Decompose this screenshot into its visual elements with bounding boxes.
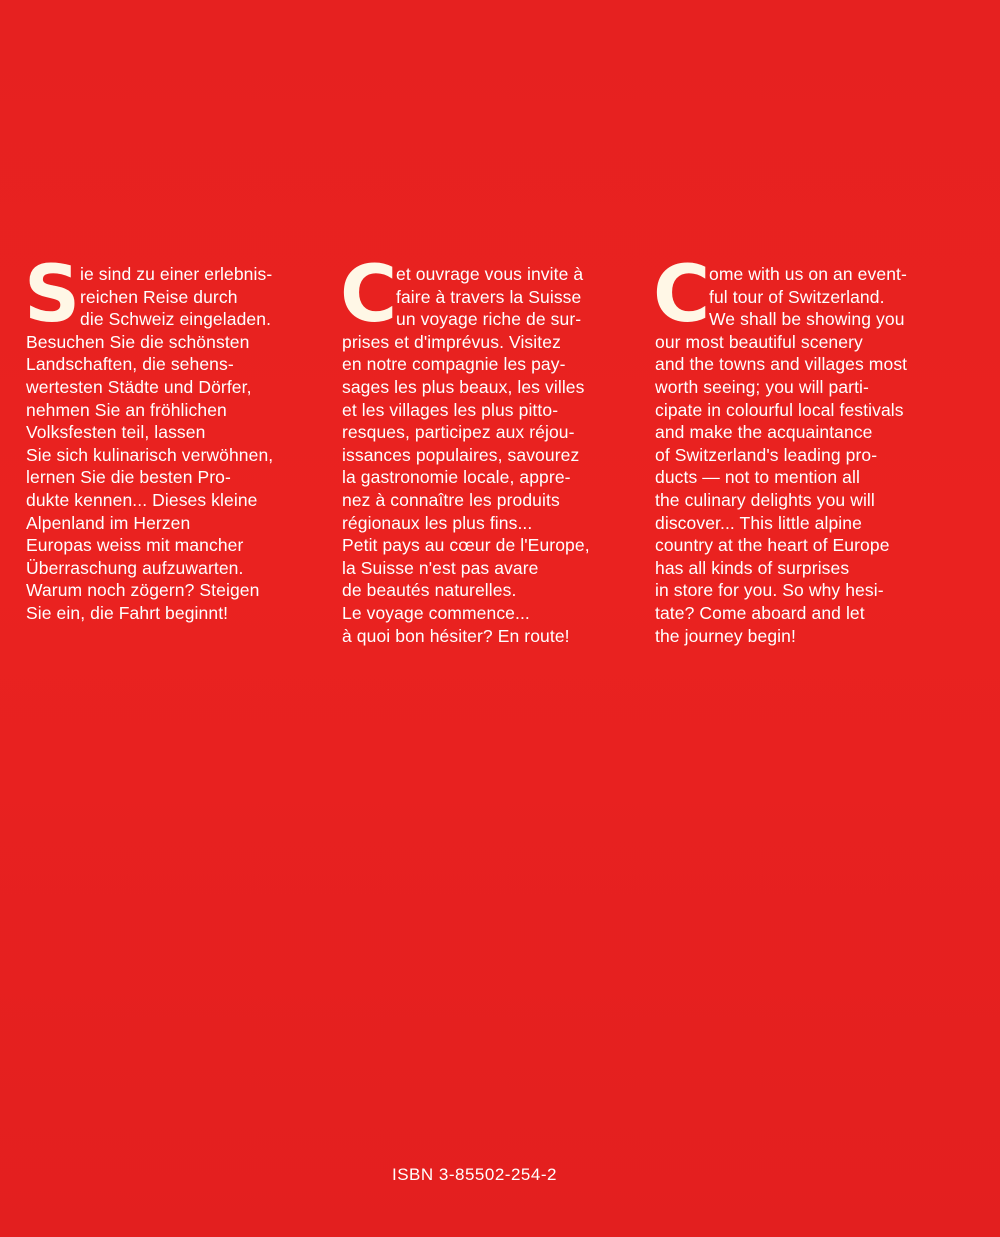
text-line: Alpenland im Herzen — [26, 512, 191, 533]
text-line: cipate in colourful local festivals — [655, 399, 904, 420]
text-line: ducts — not to mention all — [655, 467, 860, 488]
text-line: the culinary delights you will — [655, 489, 875, 510]
text-line: tate? Come aboard and let — [655, 602, 865, 623]
text-line: Sie sich kulinarisch verwöhnen, — [26, 444, 274, 465]
text-line: la gastronomie locale, appre- — [342, 467, 571, 488]
text-line: wertesten Städte und Dörfer, — [26, 376, 252, 397]
text-line: Landschaften, die sehens- — [26, 354, 234, 375]
text-line: resques, participez aux réjou- — [342, 422, 575, 443]
text-line: We shall be showing you — [709, 309, 905, 330]
text-line: à quoi bon hésiter? En route! — [342, 625, 570, 646]
dropcap-letter-c: C — [653, 250, 711, 340]
text-line: nez à connaître les produits — [342, 489, 560, 510]
text-line: et ouvrage vous invite à — [396, 264, 584, 284]
text-line: et les villages les plus pitto- — [342, 399, 559, 420]
text-line: reichen Reise durch — [80, 286, 238, 307]
dropcap-letter-s: S — [24, 250, 81, 340]
text-line: Sie ein, die Fahrt beginnt! — [26, 602, 229, 623]
text-line: our most beautiful scenery — [655, 331, 863, 352]
text-line: the journey begin! — [655, 625, 796, 646]
text-line: régionaux les plus fins... — [342, 512, 533, 533]
text-line: faire à travers la Suisse — [396, 286, 582, 307]
german-text-column — [24, 250, 326, 625]
text-line: of Switzerland's leading pro- — [655, 444, 878, 465]
text-line: dukte kennen... Dieses kleine — [26, 489, 258, 510]
text-line: nehmen Sie an fröhlichen — [26, 399, 227, 420]
text-line: and make the acquaintance — [655, 422, 873, 443]
text-line: sages les plus beaux, les villes — [342, 376, 585, 397]
isbn-number: ISBN 3-85502-254-2 — [392, 1165, 557, 1184]
text-line: de beautés naturelles. — [342, 580, 517, 601]
text-line: Volksfesten teil, lassen — [26, 422, 206, 443]
text-line: issances populaires, savourez — [342, 444, 580, 465]
text-line: discover... This little alpine — [655, 512, 862, 533]
french-text-column — [340, 250, 642, 647]
text-line: prises et d'imprévus. Visitez — [342, 331, 561, 352]
text-line: ie sind zu einer erlebnis- — [80, 264, 273, 284]
text-line: lernen Sie die besten Pro- — [26, 467, 231, 488]
text-line: in store for you. So why hesi- — [655, 580, 884, 601]
text-line: Überraschung aufzuwarten. — [26, 557, 244, 578]
text-line: Petit pays au cœur de l'Europe, — [342, 535, 590, 556]
dropcap-letter-c: C — [340, 250, 398, 340]
text-line: Warum noch zögern? Steigen — [26, 580, 260, 601]
text-line: Le voyage commence... — [342, 602, 530, 623]
text-line: Besuchen Sie die schönsten — [26, 331, 250, 352]
text-line: la Suisse n'est pas avare — [342, 557, 539, 578]
text-line: ome with us on an event- — [709, 264, 907, 284]
text-line: die Schweiz eingeladen. — [80, 309, 272, 330]
text-line: ful tour of Switzerland. — [709, 286, 885, 307]
english-text-column — [653, 250, 975, 647]
text-line: un voyage riche de sur- — [396, 309, 582, 330]
text-line: en notre compagnie les pay- — [342, 354, 566, 375]
text-line: Europas weiss mit mancher — [26, 535, 244, 556]
text-line: worth seeing; you will parti- — [655, 376, 869, 397]
text-line: country at the heart of Europe — [655, 535, 890, 556]
text-line: and the towns and villages most — [655, 354, 908, 375]
text-line: has all kinds of surprises — [655, 557, 850, 578]
